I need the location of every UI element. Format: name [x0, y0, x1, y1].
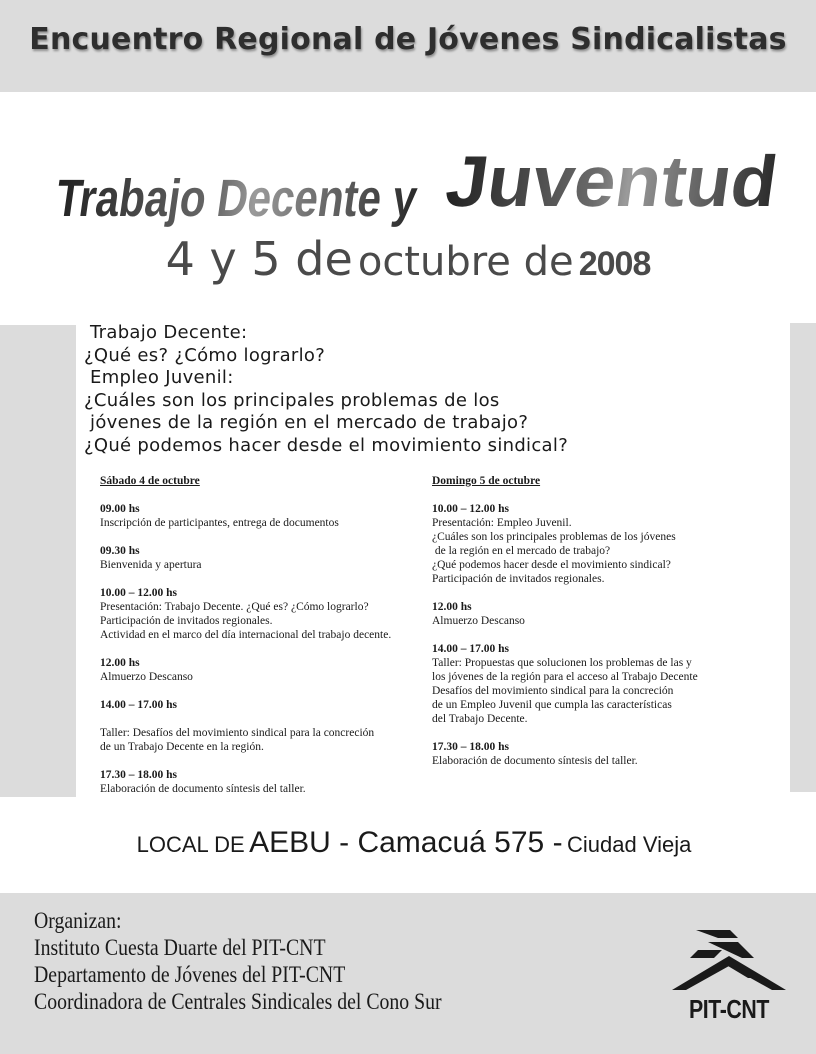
venue-area: Ciudad Vieja: [567, 832, 692, 857]
slot-description: Elaboración de documento síntesis del taller.: [432, 755, 638, 767]
slot-description: de un Trabajo Decente en la región.: [100, 741, 264, 753]
slot-description: Taller: Propuestas que solucionen los problemas de las y: [432, 657, 692, 669]
slot-time: 09.00 hs: [100, 503, 140, 515]
schedule-sunday: [432, 474, 772, 782]
venue-name: AEBU - Camacuá 575 -: [249, 826, 563, 859]
question-line: ¿Qué es? ¿Cómo lograrlo?: [84, 344, 326, 366]
slot-description: Almuerzo Descanso: [432, 615, 525, 627]
event-title: Encuentro Regional de Jóvenes Sindicalistas: [29, 22, 787, 57]
left-side-bar: [0, 325, 76, 797]
slot-description: Desafíos del movimiento sindical para la concreción: [432, 685, 674, 697]
organizer-item: Departamento de Jóvenes del PIT-CNT: [34, 962, 346, 987]
slot-description: Almuerzo Descanso: [100, 671, 193, 683]
schedule-slot: [100, 656, 420, 684]
union-logo-icon: [668, 924, 790, 996]
slot-description: Elaboración de documento síntesis del taller.: [100, 783, 306, 795]
question-line: ¿Qué podemos hacer desde el movimiento sindical?: [84, 434, 569, 456]
topic-questions: [84, 322, 784, 457]
slot-description: Actividad en el marco del día internacional del trabajo decente.: [100, 629, 392, 641]
slot-time: 09.30 hs: [100, 545, 140, 557]
slot-description: ¿Cuáles son los principales problemas de los jóvenes: [432, 531, 676, 543]
slot-description: los jóvenes de la región para el acceso al Trabajo Decente: [432, 671, 698, 683]
schedule-saturday: [100, 474, 420, 810]
slot-time: 14.00 – 17.00 hs: [432, 643, 509, 655]
slot-time: 17.30 – 18.00 hs: [100, 769, 177, 781]
organizers: [34, 907, 550, 1015]
organizer-item: Coordinadora de Centrales Sindicales del Cono Sur: [34, 989, 442, 1014]
schedule-slot: [100, 698, 420, 712]
date-year: 2008: [578, 245, 651, 283]
organizers-heading: Organizan:: [34, 908, 122, 933]
schedule-slot: [432, 740, 772, 768]
slot-time: 10.00 – 12.00 hs: [432, 503, 509, 515]
question-line: Trabajo Decente:: [84, 322, 248, 343]
slot-description: de la región en el mercado de trabajo?: [432, 545, 611, 557]
slot-description: Bienvenida y apertura: [100, 559, 202, 571]
slot-time: 12.00 hs: [100, 657, 140, 669]
venue-line: [0, 826, 816, 860]
slot-description: Presentación: Trabajo Decente. ¿Qué es? ¿Cómo lograrlo?: [100, 601, 369, 613]
schedule-slot: [100, 544, 420, 572]
slot-description: ¿Qué podemos hacer desde el movimiento sindical?: [432, 559, 671, 571]
main-title-part2: Juventud: [441, 142, 773, 222]
schedule-slot: [432, 600, 772, 628]
slot-description: Taller: Desafíos del movimiento sindical para la concreción: [100, 727, 375, 739]
date-days: 4 y 5 de: [165, 232, 353, 286]
schedule-slot: [432, 502, 772, 586]
date-month: octubre de: [357, 239, 574, 285]
day-heading: Sábado 4 de octubre: [100, 475, 200, 487]
schedule-slot: [100, 768, 420, 796]
schedule-slot: [100, 726, 420, 754]
event-date: [0, 232, 816, 286]
organizer-item: Instituto Cuesta Duarte del PIT-CNT: [34, 935, 326, 960]
question-line: jóvenes de la región en el mercado de trabajo?: [84, 412, 529, 433]
main-title-part1: Trabajo Decente y: [52, 168, 489, 228]
slot-time: 12.00 hs: [432, 601, 472, 613]
logo-text: PIT-CNT: [688, 994, 770, 1024]
right-side-bar: [790, 323, 816, 792]
slot-description: de un Empleo Juvenil que cumpla las características: [432, 699, 672, 711]
schedule-slot: [432, 642, 772, 726]
slot-time: 14.00 – 17.00 hs: [100, 699, 177, 711]
schedule-slot: [100, 502, 420, 530]
main-title: [40, 128, 780, 228]
schedule-slot: [100, 586, 420, 642]
question-line: ¿Cuáles son los principales problemas de los: [84, 389, 500, 411]
slot-description: Participación de invitados regionales.: [100, 615, 273, 627]
slot-description: del Trabajo Decente.: [432, 713, 528, 725]
slot-time: 17.30 – 18.00 hs: [432, 741, 509, 753]
slot-description: Participación de invitados regionales.: [432, 573, 605, 585]
pit-cnt-logo: [668, 924, 790, 1028]
slot-description: Inscripción de participantes, entrega de documentos: [100, 517, 339, 529]
question-line: Empleo Juvenil:: [84, 367, 234, 388]
venue-prefix: LOCAL DE: [136, 832, 245, 857]
day-heading: Domingo 5 de octubre: [432, 475, 541, 487]
slot-time: 10.00 – 12.00 hs: [100, 587, 177, 599]
slot-description: Presentación: Empleo Juvenil.: [432, 517, 572, 529]
